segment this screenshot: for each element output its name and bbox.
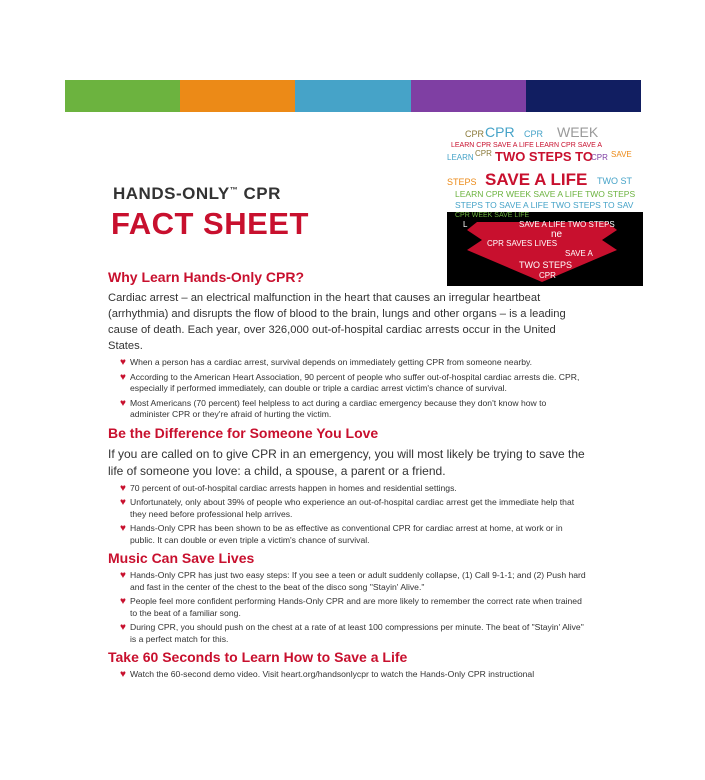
cloud-word: CPR <box>591 153 608 162</box>
cloud-word: LEARN CPR SAVE A LIFE LEARN CPR SAVE A <box>451 142 603 149</box>
bullet-list <box>108 669 588 681</box>
list-item-text: Hands-Only CPR has been shown to be as effective as conventional CPR for cardiac arrest at home, at work or in public. It can double or even triple a victim's chance of survival. <box>130 523 563 545</box>
heart-bullet-icon: ♥ <box>120 482 126 494</box>
section-heading: Be the Difference for Someone You Love <box>108 424 379 441</box>
cloud-word: STEPS <box>447 177 477 187</box>
list-item-text: Most Americans (70 percent) feel helpless to act during a cardiac emergency because they don't know how to administer CPR or they're afraid of hurting the victim. <box>130 397 547 419</box>
cloud-word: CPR <box>465 129 485 139</box>
list-item <box>120 622 588 645</box>
cloud-word: CPR <box>539 271 556 280</box>
heart-bullet-icon: ♥ <box>120 397 126 409</box>
heart-bullet-icon: ♥ <box>120 357 126 368</box>
document-subtitle <box>113 184 281 204</box>
color-bar-orange <box>180 80 295 112</box>
section-be-the-difference <box>108 424 588 547</box>
cloud-word: CPR <box>475 149 492 158</box>
list-item-text: Unfortunately, only about 39% of people who experience an out-of-hospital cardiac arrest get the immediate help that they need before professional help arrives. <box>130 497 575 519</box>
cloud-word: TWO STEPS TO <box>495 149 593 164</box>
subtitle-suffix: CPR <box>238 184 281 203</box>
heart-bullet-icon: ♥ <box>120 622 126 633</box>
bullet-list <box>108 483 588 547</box>
section-heading: Why Learn Hands-Only CPR? <box>108 269 305 285</box>
section-take-60-seconds <box>108 648 588 681</box>
cloud-word: TWO ST <box>597 176 632 186</box>
section-heading: Take 60 Seconds to Learn How to Save a Life <box>108 649 408 665</box>
list-item-text: 70 percent of out-of-hospital cardiac arrests happen in homes and residential settings. <box>130 482 457 493</box>
cloud-word: SAVE <box>611 150 632 159</box>
section-paragraph: Cardiac arrest – an electrical malfunction in the heart that causes an irregular heartbeat (arrhythmia) and disrupts the flow of blood to the brain, lungs and other organs – is a leading cause of death. Each year, over 326,000 out-of-hospital cardiac arrests occur in the United States. <box>108 292 566 352</box>
bullet-list <box>108 357 588 421</box>
cloud-word: STEPS TO SAVE A LIFE TWO STEPS TO SAV <box>455 200 634 210</box>
cpr-word-cloud <box>447 120 643 286</box>
list-item <box>120 357 588 369</box>
cloud-word: ne <box>551 229 563 240</box>
heart-bullet-icon: ♥ <box>120 371 126 383</box>
subtitle-text: HANDS-ONLY <box>113 184 230 203</box>
cloud-word: CPR WEEK SAVE LIFE <box>455 212 530 219</box>
section-music <box>108 549 588 645</box>
cloud-word: CPR <box>524 129 544 139</box>
cloud-word: CPR <box>485 124 515 140</box>
document-title: FACT SHEET <box>111 206 309 241</box>
cloud-word: WEEK <box>557 124 599 140</box>
cloud-word: TWO STEPS <box>519 260 573 270</box>
list-item <box>120 596 588 619</box>
cloud-word: SAVE A LIFE <box>485 170 588 189</box>
heart-bullet-icon: ♥ <box>120 523 126 534</box>
list-item-text: People feel more confident performing Hands-Only CPR and are more likely to remember the correct rate when trained to the beat of a familiar song. <box>130 596 582 618</box>
list-item <box>120 570 588 593</box>
color-bar-blue <box>295 80 410 112</box>
heart-bullet-icon: ♥ <box>120 596 126 607</box>
fact-sheet-body <box>108 268 588 684</box>
cloud-word: CPR SAVES LIVES <box>487 239 558 248</box>
color-bar-purple <box>411 80 526 112</box>
list-item <box>120 372 588 395</box>
list-item-text: According to the American Heart Association, 90 percent of people who suffer out-of-hospital cardiac arrests die. CPR, especially if performed immediately, can double or triple a cardiac arrest victim's chance of survival. <box>130 371 580 393</box>
cloud-word: LEARN CPR WEEK SAVE A LIFE TWO STEPS <box>455 189 636 199</box>
list-item-text: Watch the 60-second demo video. Visit heart.org/handsonlycpr to watch the Hands-Only CPR instructional <box>130 669 535 679</box>
list-item-text: When a person has a cardiac arrest, survival depends on immediately getting CPR from someone nearby. <box>130 357 533 367</box>
bullet-list <box>108 570 588 645</box>
heart-bullet-icon: ♥ <box>120 669 126 680</box>
color-bar <box>65 80 641 112</box>
cloud-word: SAVE A LIFE TWO STEPS <box>519 220 615 229</box>
section-paragraph: If you are called on to give CPR in an emergency, you will most likely be trying to save the life of someone you love: a child, a spouse, a parent or a friend. <box>108 446 585 478</box>
section-heading: Music Can Save Lives <box>108 550 255 566</box>
heart-bullet-icon: ♥ <box>120 570 126 581</box>
list-item <box>120 398 588 421</box>
cloud-word: L <box>463 220 468 229</box>
list-item <box>120 523 588 546</box>
list-item <box>120 483 588 495</box>
color-bar-green <box>65 80 180 112</box>
color-bar-navy <box>526 80 641 112</box>
list-item-text: During CPR, you should push on the chest at a rate of at least 100 compressions per minute. The beat of "Stayin' Alive" is a perfect match for this. <box>130 622 584 644</box>
heart-bullet-icon: ♥ <box>120 497 126 508</box>
cloud-word: LEARN <box>447 153 474 162</box>
list-item <box>120 669 588 681</box>
list-item <box>120 497 588 520</box>
section-why-learn <box>108 268 588 421</box>
cloud-word: SAVE A <box>565 249 593 258</box>
trademark-symbol: ™ <box>229 185 239 195</box>
list-item-text: Hands-Only CPR has just two easy steps: If you see a teen or adult suddenly collapse, (1) Call 9-1-1; and (2) Push hard and fast in the center of the chest to the beat of the disco song "Stayin' Alive." <box>130 570 586 592</box>
